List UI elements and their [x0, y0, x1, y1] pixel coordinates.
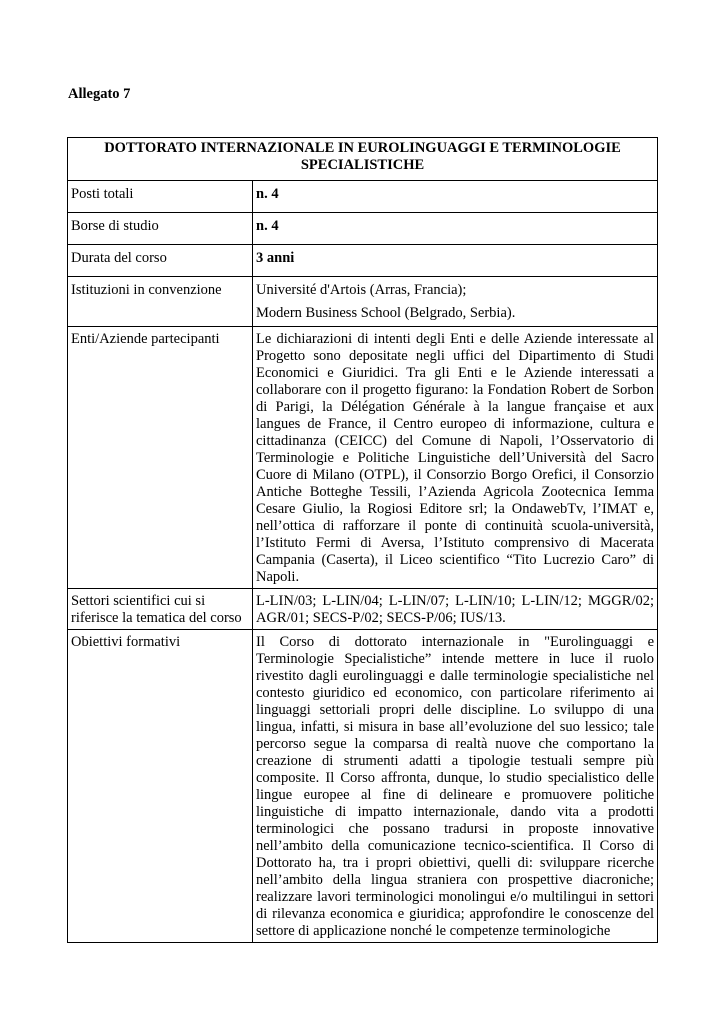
table-title: DOTTORATO INTERNAZIONALE IN EUROLINGUAGGI E TERMINOLOGIE SPECIALISTICHE: [68, 138, 658, 181]
row-value-istituzioni: [253, 277, 658, 327]
row-label-borse: Borse di studio: [68, 213, 253, 245]
table-title-row: [68, 138, 658, 181]
institution-item: Université d'Artois (Arras, Francia);: [256, 282, 467, 298]
row-label-posti: Posti totali: [68, 181, 253, 213]
row-label-obiettivi: Obiettivi formativi: [68, 630, 253, 943]
table-row: [68, 630, 658, 943]
row-label-settori: Settori scientifici cui si riferisce la tematica del corso: [68, 589, 253, 630]
table-row: [68, 245, 658, 277]
document-heading: Allegato 7: [68, 86, 131, 102]
table-row: [68, 589, 658, 630]
institution-item: Modern Business School (Belgrado, Serbia).: [256, 305, 516, 321]
row-value-obiettivi: Il Corso di dottorato internazionale in "Eurolinguaggi e Terminologie Specialistiche” intende mettere in luce il ruolo rivestito dagli eurolinguaggi e dalle terminologie specialistiche nel contesto giuridico ed economico, con particolare riferimento ai linguaggi settoriali propri delle discipline. Lo sviluppo di una lingua, infatti, si misura in base all’evoluzione del suo lessico; tale percorso segue la comparsa di realtà nuove che comportano la creazione di strumenti adatti a tipologie testuali sempre più composite. Il Corso affronta, dunque, lo studio specialistico delle lingue europee al fine di delineare e promuovere politiche linguistiche di impatto internazionale, dando vita a prodotti terminologici che possano tradursi in proposte innovative nell’ambito della comunicazione tecnico-scientifica. Il Corso di Dottorato ha, tra i propri obiettivi, quelli di: sviluppare ricerche nell’ambito della lingua straniera con prospettive diacroniche; realizzare lavori terminologici monolingui e/o multilingui in settori di rilevanza economica e giuridica; approfondire le conoscenze del settore di applicazione nonché le competenze terminologiche: [253, 630, 658, 943]
row-value-settori: L-LIN/03; L-LIN/04; L-LIN/07; L-LIN/10; L-LIN/12; MGGR/02; AGR/01; SECS-P/02; SECS-P/06; IUS/13.: [253, 589, 658, 630]
row-label-enti: Enti/Aziende partecipanti: [68, 327, 253, 589]
table-row: [68, 327, 658, 589]
row-value-durata: 3 anni: [253, 245, 658, 277]
doctorate-info-table: [67, 137, 658, 943]
row-value-enti: Le dichiarazioni di intenti degli Enti e delle Aziende interessate al Progetto sono depositate negli uffici del Dipartimento di Studi Economici e Giuridici. Tra gli Enti e le Aziende interessati a collaborare con il progetto figurano: la Fondation Robert de Sorbon di Parigi, la Délégation Générale à la langue française et aux langues de France, il Centro europeo di informazione, cultura e cittadinanza (CEICC) del Comune di Napoli, l’Osservatorio di Terminologie e Politiche Linguistiche dell’Università del Sacro Cuore di Milano (OTPL), il Consorzio Borgo Orefici, il Consorzio Antiche Botteghe Tessili, l’Azienda Agricola Zootecnica Iemma Cesare Giulio, la Rogiosi Editore srl; la OndawebTv, l’IMAT e, nell’ottica di rafforzare il ponte di continuità scuola-università, l’Istituto Fermi di Aversa, l’Istituto comprensivo di Macerata Campania (Caserta), il Liceo scientifico “Tito Lucrezio Caro” di Napoli.: [253, 327, 658, 589]
table-row: [68, 213, 658, 245]
table-row: [68, 181, 658, 213]
row-label-istituzioni: Istituzioni in convenzione: [68, 277, 253, 327]
table-row: [68, 277, 658, 327]
row-value-borse: n. 4: [253, 213, 658, 245]
row-value-posti: n. 4: [253, 181, 658, 213]
row-label-durata: Durata del corso: [68, 245, 253, 277]
